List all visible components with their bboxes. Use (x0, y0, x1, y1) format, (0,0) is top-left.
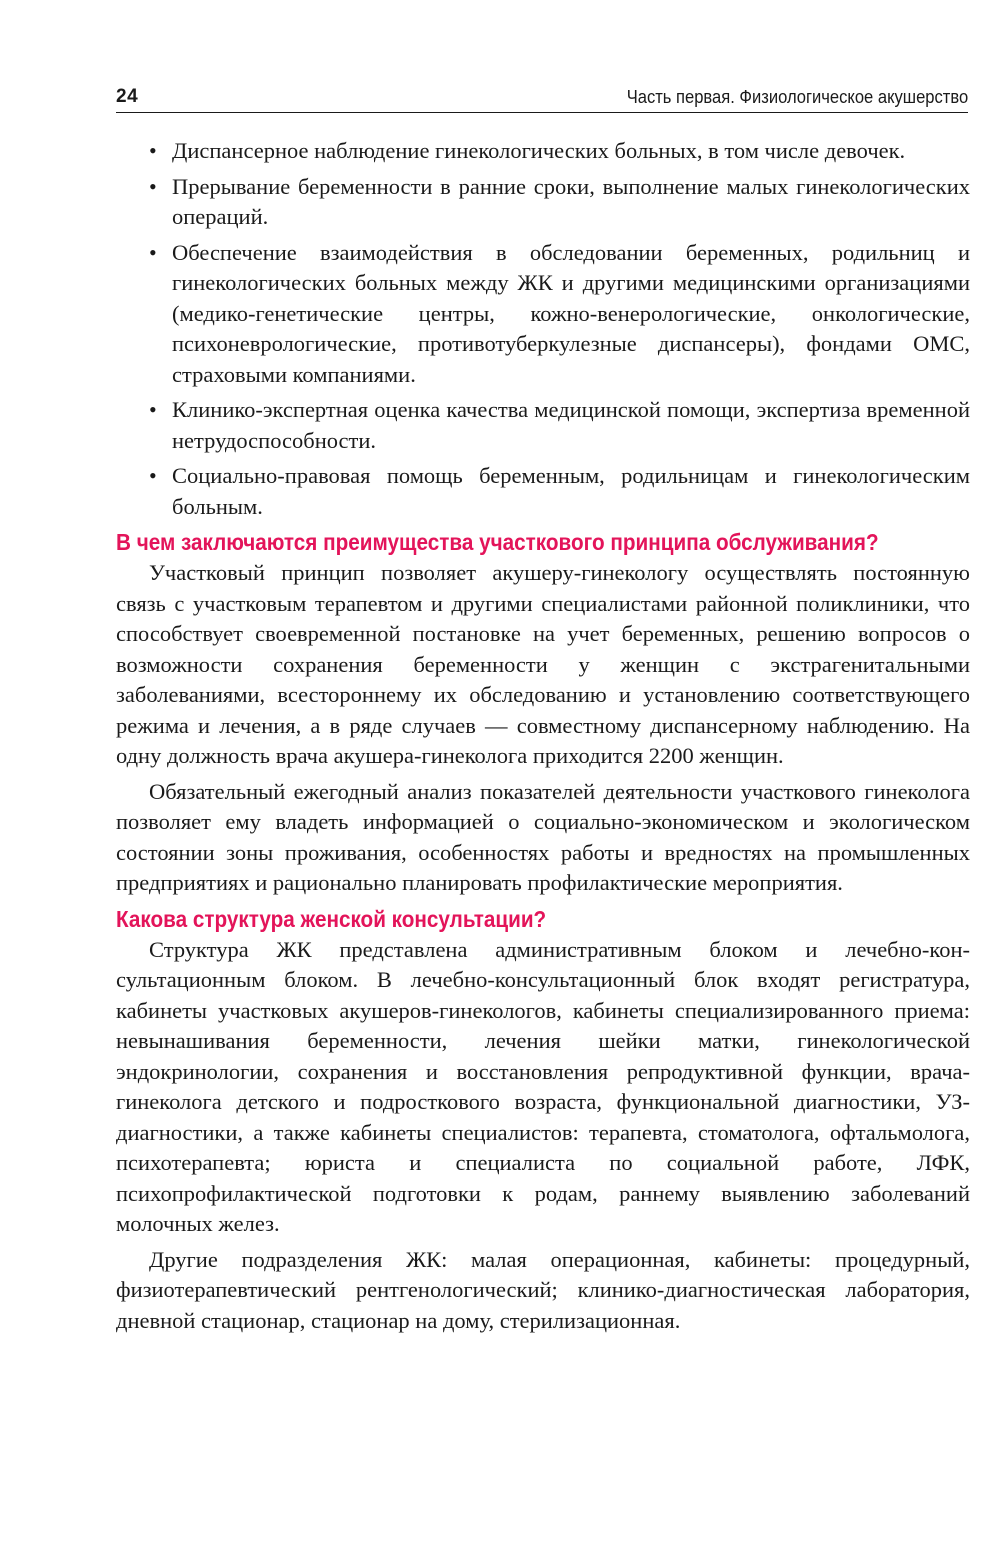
bullet-list (116, 136, 970, 522)
list-item-text: Клинико-экспертная оценка качества медицинской помощи, экспертиза временной нетрудоспособности. (172, 397, 970, 453)
paragraph: Обязательный ежегодный анализ показателей деятельности участкового гинеколога позволяет ему владеть информацией о социально-экономическом и экологическом состоянии зоны проживания, особенностях работы и вредностях на промышленных предприятиях и рационально планировать профилактические мероприятия. (116, 778, 970, 895)
page-content (116, 136, 970, 1341)
list-item (116, 136, 970, 167)
bullet-icon: • (149, 239, 157, 265)
running-title: Часть первая. Физиологическое акушерство (626, 87, 968, 107)
bullet-icon: • (149, 138, 157, 163)
list-item (116, 172, 970, 233)
page-header (116, 84, 968, 113)
section-heading-district-principle: В чем заключаются преимущества участкового принципа обслуживания? (116, 529, 879, 555)
paragraph: Структура ЖК представлена административным блоком и лечебно-консультационным блоком. В лечебно-консультационный блок входят регистратура, кабинеты участковых акушеров-гинекологов, кабинеты специализированного приема: невынашивания беременности, лечения шейки матки, гинекологической эндокринологии, сохранения и восстановления репродуктивной функции, врача-гинеколога детского и подросткового возраста, функциональной диагностики, УЗ-диагностики, а также кабинеты специалистов: терапевта, стоматолога, офтальмолога, психотерапевта; юриста и специалиста по социальной работе, ЛФК, психопрофилактической подготовки к родам, раннему выявлению заболеваний молочных желез. (116, 936, 970, 1236)
list-item-text: Прерывание беременности в ранние сроки, выполнение малых гинекологических операций. (172, 173, 970, 229)
list-item-text: Социально-правовая помощь беременным, родильницам и гинекологическим больным. (172, 463, 970, 519)
paragraph: Другие подразделения ЖК: малая операционная, кабинеты: процедурный, физиотерапевтический рентгенологический; клинико-диагностическая лаборатория, дневной стационар, стационар на дому, стерилизационная. (116, 1246, 970, 1333)
list-item-text: Обеспечение взаимодействия в обследовании беременных, родильниц и гинекологических больных между ЖК и другими медицинскими организациями (медико-генетические центры, кожно-венерологические, онкологические, психоневрологические, противотуберкулезные диспансеры), фондами ОМС, страховыми компаниями. (172, 239, 970, 387)
list-item (116, 461, 970, 522)
bullet-icon: • (149, 463, 157, 488)
paragraph: Участковый принцип позволяет акушеру-гинекологу осуществлять постоянную связь с участковым терапевтом и другими специалистами районной поликлиники, что способствует своевременной постановке на учет беременных, решению вопросов о возможности сохранения беременности у женщин с экстрагенитальными заболеваниями, всестороннему их обследованию и установлению соответствующего режима и лечения, а в ряде случаев — совместному диспансерному наблюдению. На одну должность врача акушера-гинеколога приходится 2200 женщин. (116, 560, 970, 768)
page-number: 24 (116, 86, 139, 107)
bullet-icon: • (149, 173, 157, 199)
bullet-icon: • (149, 397, 157, 422)
list-item (116, 238, 970, 391)
list-item-text: Диспансерное наблюдение гинекологических больных, в том числе девочек. (172, 138, 906, 163)
list-item (116, 395, 970, 456)
section-heading-clinic-structure: Какова структура женской консультации? (116, 905, 547, 932)
